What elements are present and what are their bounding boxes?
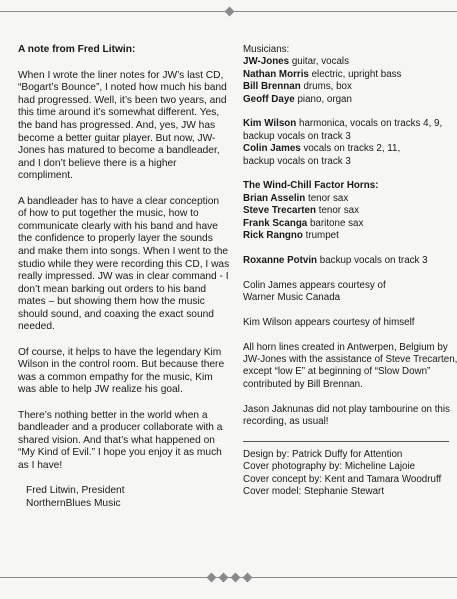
musician-role: guitar, vocals <box>291 56 349 68</box>
musician-entry <box>243 81 449 93</box>
credit-line: Cover model: Stephanie Stewart <box>243 486 385 498</box>
musicians-heading: Musicians: <box>243 44 290 55</box>
musician-name: Rick Rangno <box>243 230 303 242</box>
musician-role-continued: backup vocals on track 3 <box>243 155 351 167</box>
note-heading: A note from Fred Litwin: <box>18 44 136 55</box>
tambourine-note <box>243 404 449 429</box>
musician-name: JW-Jones <box>243 56 290 68</box>
musician-entry <box>243 205 449 217</box>
musician-role: piano, organ <box>297 93 352 105</box>
musician-name: Kim Wilson <box>243 118 297 130</box>
musician-role: electric, upright bass <box>311 68 402 80</box>
horns-heading: The Wind-Chill Factor Horns: <box>243 180 379 192</box>
musician-name: Frank Scanga <box>243 217 308 229</box>
courtesy-kim <box>243 317 449 329</box>
top-diamond-ornament-icon <box>225 7 235 17</box>
musician-entry <box>243 56 449 68</box>
musician-entry <box>243 255 449 267</box>
note-line: All horn lines created in Antwerpen, Belgium by <box>243 341 448 353</box>
musician-name: Colin James <box>243 143 301 155</box>
note-column <box>18 44 230 510</box>
horn-lines-note <box>243 341 457 392</box>
backup-vocals-section <box>243 255 449 267</box>
musician-name: Nathan Morris <box>243 68 309 80</box>
credit-line: Design by: Patrick Duffy for Attention <box>243 448 403 460</box>
horns-section <box>243 180 449 242</box>
musician-entry <box>243 143 449 155</box>
note-line: JW-Jones with the assistance of Steve Trecarten, <box>243 354 457 366</box>
musician-role: drums, box <box>303 81 352 93</box>
note-line: contributed by Bill Brennan. <box>243 378 363 390</box>
note-paragraph-1: When I wrote the liner notes for JW’s last CD, “Bogart’s Bounce”, I noted how much his band had progressed. Well, it’s been two years, and this time around it’s somewhat different. Yes, the band has progressed. And, yes, JW has become a better guitar player. But now, JW-Jones has matured to become a bandleader, and I don’t believe there is a higher compliment. <box>18 69 227 182</box>
musician-entry <box>243 118 449 130</box>
courtesy-line: Colin James appears courtesy of <box>243 279 386 291</box>
musician-name: Bill Brennan <box>243 81 301 93</box>
production-credits <box>243 441 449 499</box>
credits-column <box>243 44 457 499</box>
note-line: Jason Jaknunas did not play tambourine on this <box>243 403 450 415</box>
note-paragraph-3: Of course, it helps to have the legendary Kim Wilson in the control room. But because there was a common empathy for the music, Kim was able to help JW realize his goal. <box>18 346 225 396</box>
signature-name: Fred Litwin, President <box>26 485 125 497</box>
musician-role-continued: backup vocals on track 3 <box>243 130 351 142</box>
musician-entry <box>243 218 449 230</box>
signature-block <box>26 485 230 510</box>
credit-line: Cover photography by: Micheline Lajoie <box>243 461 416 473</box>
bottom-diamond-ornament-icon <box>207 573 217 583</box>
musician-name: Brian Asselin <box>243 192 306 204</box>
musician-entry <box>243 69 449 81</box>
musician-entry <box>243 230 449 242</box>
bottom-diamond-ornament-icon <box>243 573 253 583</box>
musician-role: vocals on tracks 2, 11, <box>303 143 401 155</box>
note-paragraph-2: A bandleader has to have a clear conception of how to put together the music, how to communicate clearly with his band and have the confidence to properly layer the sounds and make them into songs. When I went to the studio while they were recording this CD, I was really impressed. JW was in clear command - I don’t mean barking out orders to his band mates – but showing them how the music should sound, and coaxing the exact sound needed. <box>18 195 230 333</box>
musician-role: trumpet <box>305 230 339 242</box>
note-line: recording, as usual! <box>243 416 329 428</box>
signature-company: NorthernBlues Music <box>26 497 121 509</box>
guest-musicians-section <box>243 118 449 168</box>
musician-role: backup vocals on track 3 <box>319 254 428 266</box>
musicians-section <box>243 44 449 106</box>
courtesy-line: Warner Music Canada <box>243 292 341 304</box>
musician-role: harmonica, vocals on tracks 4, 9, <box>299 118 443 130</box>
bottom-diamond-ornament-icon <box>219 573 229 583</box>
musician-role: tenor sax <box>318 205 360 217</box>
musician-role: baritone sax <box>309 217 364 229</box>
musician-name: Roxanne Potvin <box>243 254 318 266</box>
musician-entry <box>243 94 449 106</box>
note-paragraph-4: There’s nothing better in the world when a bandleader and a producer collaborate with a shared vision. And that’s what happened on “My Kind of Evil.” I hope you enjoy it as much as I have! <box>18 409 223 471</box>
musician-name: Geoff Daye <box>243 93 295 105</box>
bottom-diamond-ornament-icon <box>231 573 241 583</box>
credit-line: Cover concept by: Kent and Tamara Woodruff <box>243 473 442 485</box>
courtesy-line: Kim Wilson appears courtesy of himself <box>243 316 415 328</box>
courtesy-colin <box>243 280 449 305</box>
musician-role: tenor sax <box>307 192 349 204</box>
note-line: except “low E” at beginning of “Slow Down” <box>243 366 431 378</box>
musician-name: Steve Trecarten <box>243 205 316 217</box>
musician-entry <box>243 193 449 205</box>
